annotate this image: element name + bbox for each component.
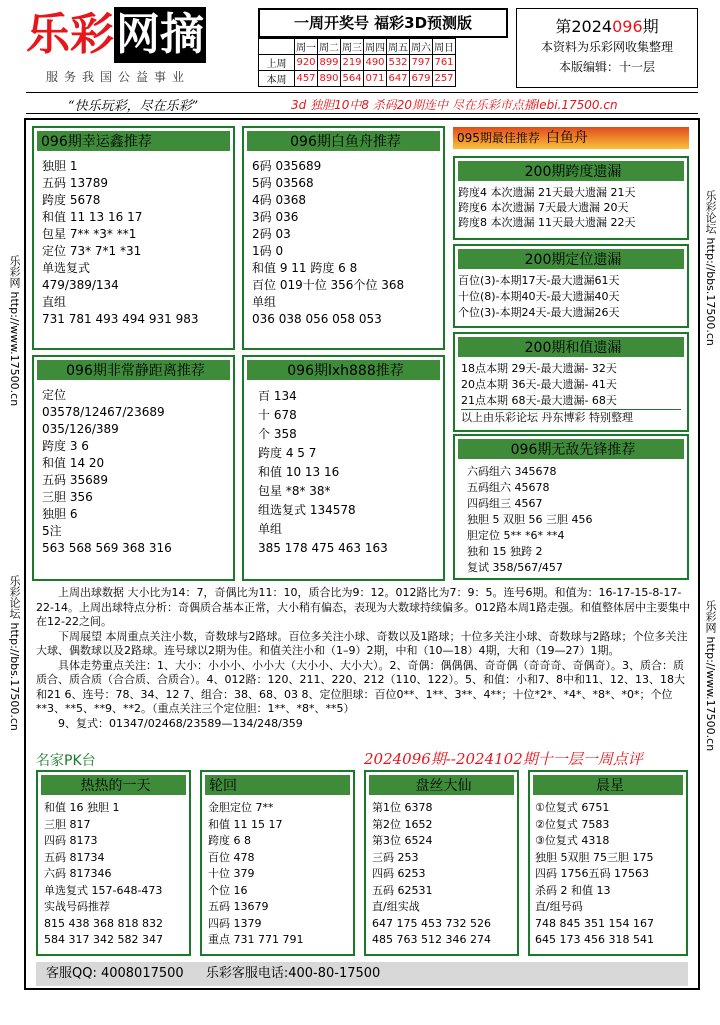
line: 五码 13679 [208, 900, 269, 913]
line: 第1位 6378 [372, 801, 433, 814]
cell: 679 [410, 71, 433, 87]
box-body [455, 360, 687, 427]
line: 815 438 368 818 832 [44, 916, 163, 930]
box-title: 096期非常静距离推荐 [36, 359, 231, 381]
line: 包星 *8* 38* [258, 484, 331, 498]
line: 385 178 475 463 163 [258, 541, 388, 555]
box-body [366, 798, 517, 951]
line: 三胆 817 [44, 817, 91, 831]
box-body [38, 798, 189, 951]
line: 百位 478 [208, 850, 255, 864]
analysis-paragraph: 下周展望 本周重点关注小数，奇数球与2路球。百位多关注小球、奇数以及1路球；十位多关注小球、奇数球与2路球；个位多关注大球、偶数球以及2路球。连号球以2期为佳。和值关注小和（1–9）2期，中和（10—18）4期，大和（19—27）1期。 [36, 629, 688, 657]
line: 748 845 351 154 167 [535, 916, 654, 930]
recommend-box-baiyuzhou [242, 126, 445, 350]
line: 定位 73* 7*1 *31 [42, 244, 142, 258]
promo-link[interactable]: 3d 独胆10中8 杀码20期连中 尽在乐彩市点播lebi.17500.cn [291, 98, 618, 112]
box-body [530, 798, 686, 951]
pk-box-pansidaxian [364, 770, 519, 956]
line: 03578/12467/23689 [42, 405, 165, 419]
line: 563 568 569 368 316 [42, 541, 172, 555]
line: 5注 [42, 524, 62, 538]
line: 定位 [42, 388, 67, 402]
line: 五码组六 45678 [467, 481, 550, 494]
recommend-box-lxh888 [242, 355, 445, 581]
span-miss-box [453, 156, 689, 240]
line: 和值 16 独胆 1 [44, 801, 120, 814]
logo [26, 6, 248, 64]
line: 和值 10 13 16 [258, 465, 340, 479]
recommend-box-feichang [32, 355, 235, 581]
cell: 457 [295, 71, 318, 87]
cell: 071 [364, 71, 387, 87]
line: 独胆 6 [42, 507, 78, 521]
line: 十位(8)-本期40天-最大遗漏40天 [458, 290, 620, 303]
line: 四码 8173 [44, 834, 98, 847]
line: 直/组实战 [372, 900, 420, 913]
best-recommend-banner [453, 127, 689, 151]
line: 独和 15 独跨 2 [467, 545, 543, 558]
box-body [455, 272, 687, 322]
line: 1码 0 [252, 244, 284, 258]
box-title: 轮回 [204, 774, 351, 796]
pk-box-chenxing [528, 770, 688, 956]
line: 四码 1379 [208, 916, 262, 930]
side-text-left-top: 乐彩网 http://www.17500.cn [8, 255, 21, 407]
line: 复试 358/567/457 [467, 561, 563, 574]
day-header: 周日 [433, 39, 456, 55]
line: 五码 81734 [44, 850, 105, 864]
cell: 647 [387, 71, 410, 87]
week-table-corner [259, 39, 295, 55]
line: 和值 9 11 跨度 6 8 [252, 261, 358, 275]
line: 十 678 [258, 408, 297, 422]
line: 584 317 342 582 347 [44, 933, 163, 946]
day-header: 周二 [318, 39, 341, 55]
cell: 899 [318, 55, 341, 71]
box-body [244, 154, 443, 332]
issue-note: 本资料为乐彩网收集整理 [540, 40, 673, 54]
line: ①位复式 6751 [535, 801, 610, 814]
line: 三码 253 [372, 850, 419, 864]
line: 独胆 5双胆 75三胆 175 [535, 850, 654, 864]
line: 单选复式 [42, 261, 91, 275]
customer-phone: 乐彩客服电话:400-80-17500 [205, 966, 381, 981]
line: 实战号码推荐 [44, 900, 110, 913]
sum-miss-box [453, 332, 689, 432]
cell: 490 [364, 55, 387, 71]
line: 五码 13789 [42, 176, 108, 190]
box-title: 096期幸运鑫推荐 [36, 130, 231, 152]
box-title: 热热的一天 [40, 774, 187, 796]
line: 杀码 2 和值 13 [535, 883, 611, 897]
line: ②位复式 7583 [535, 817, 610, 831]
line: 跨度4 本次遗漏 21天最大遗漏 21天 [458, 186, 636, 199]
day-header: 周五 [387, 39, 410, 55]
side-text-left-bottom: 乐彩论坛 http://bbs.17500.cn [8, 575, 21, 731]
cell: 797 [410, 55, 433, 71]
pk-box-rere [36, 770, 191, 956]
line: 金胆定位 7** [208, 801, 274, 814]
line: 第3位 6524 [372, 834, 433, 847]
line: 485 763 512 346 274 [372, 933, 491, 946]
box-body [455, 462, 687, 578]
line: 21点本期 68天-最大遗漏- 68天 [461, 394, 617, 407]
line: 3码 036 [252, 210, 299, 224]
line: 重点 731 771 791 [208, 933, 304, 946]
box-title: 盘丝大仙 [368, 774, 515, 796]
analysis-paragraph: 具体走势重点关注：1、大小：小小小、小小大（大小小、大小大）。2、奇偶：偶偶偶、奇奇偶（奇奇奇、奇偶奇）。3、质合：质质合、质合质（合合质、合质合）。4、012路：120、211、220、212（110、122）。5、和值：小和7、8中和11、12、13、18大和21 6、连号：78、34、12 7、组合：38、68、03 8、定位胆球：百位0**、1**、3**、4**；十位*2*、*4*、*8*、*0*；个位**3、**5、**9、**2。（重点关注三个定位胆：1**、*8*、**5） [36, 658, 685, 715]
line: 个位(3)-本期24天-最大遗漏26天 [458, 306, 620, 319]
line: 四码 6253 [372, 867, 426, 880]
line: 十位 379 [208, 867, 255, 880]
line: 独胆 5 双胆 56 三胆 456 [467, 513, 593, 526]
cell: 564 [341, 71, 364, 87]
cell: 890 [318, 71, 341, 87]
line: 五码 62531 [372, 883, 433, 897]
line: 647 175 453 732 526 [372, 916, 491, 930]
line: 独胆 1 [42, 159, 78, 173]
line: 和值 11 15 17 [208, 817, 283, 831]
line: ③位复式 4318 [535, 834, 610, 847]
best-recommend-title: 095期最佳推荐 白鱼舟 [453, 127, 689, 149]
line: 和值 14 20 [42, 456, 105, 470]
pk-title: 2024096期--2024102期十一层一周点评 [364, 750, 643, 768]
line: 跨度 5678 [42, 193, 101, 207]
line: 胆定位 5** *6* **4 [467, 529, 565, 542]
position-miss-box [453, 244, 689, 328]
line: 直/组号码 [535, 900, 583, 913]
box-body [34, 383, 233, 561]
week-table [258, 38, 456, 87]
issue-box [516, 8, 698, 88]
line: 4码 0368 [252, 193, 306, 207]
side-text-right-bottom: 乐彩网 http://www.17500.cn [704, 600, 717, 752]
box-title: 096期白鱼舟推荐 [246, 130, 441, 152]
pk-box-lunhui [200, 770, 355, 956]
line: 第2位 1652 [372, 817, 433, 831]
customer-qq: 客服QQ: 4008017500 [46, 966, 184, 981]
line: 2码 03 [252, 227, 291, 241]
quote: “快乐玩彩，尽在乐彩” [68, 99, 199, 114]
line: 百 134 [258, 389, 297, 403]
line: 四码 1756五码 17563 [535, 867, 649, 880]
box-body [455, 184, 687, 231]
line: 跨度8 本次遗漏 11天最大遗漏 22天 [458, 216, 636, 229]
line: 单组 [258, 522, 283, 536]
box-body [244, 383, 443, 562]
box-title: 200期跨度遗漏 [457, 160, 685, 182]
row-label: 本周 [259, 71, 295, 87]
box-title: 096期无敌先锋推荐 [457, 438, 685, 460]
line: 三胆 356 [42, 490, 93, 504]
box-title: 096期lxh888推荐 [246, 359, 441, 381]
cell: 257 [433, 71, 456, 87]
line: 组选复式 134578 [258, 503, 356, 517]
line: 036 038 056 058 053 [252, 312, 382, 326]
box-body [202, 798, 353, 951]
pk-label: 名家PK台 [36, 753, 96, 769]
analysis-paragraph: 9、复式：01347/02468/23589—134/248/359 [58, 716, 303, 730]
line: 跨度 3 6 [42, 439, 89, 453]
line: 五码 35689 [42, 473, 108, 487]
wudi-recommend-box [453, 434, 689, 580]
analysis-paragraph: 上周出球数据 大小比为14：7，奇偶比为11：10，质合比为9：12。012路比为7：9：5。连号6期。和值为：16-17-15-8-17-22-14。上周出球特点分析：奇偶质合基本正常，大小稍有偏态，表现为大数球持续偏多。012路本周1路走强。和值整体居中主要集中在12-22之间。 [36, 586, 690, 628]
box-title: 晨星 [532, 774, 684, 796]
line: 6码 035689 [252, 159, 322, 173]
line: 和值 11 13 16 17 [42, 210, 143, 224]
box-title: 200期和值遗漏 [457, 336, 685, 358]
line: 跨度 4 5 7 [258, 446, 317, 460]
line: 六码 817346 [44, 867, 112, 880]
line: 直组 [42, 295, 67, 309]
cell: 219 [341, 55, 364, 71]
day-header: 周一 [295, 39, 318, 55]
week-title: 一周开奖号 福彩3D预测版 [258, 8, 508, 38]
footer [36, 962, 688, 986]
issue-number: 第2024096期 [555, 17, 659, 36]
line: 六码组六 345678 [467, 465, 557, 478]
day-header: 周六 [410, 39, 433, 55]
logo-text-black: 网摘 [114, 7, 206, 63]
line: 731 781 493 494 931 983 [42, 312, 199, 326]
line: 四码组三 4567 [467, 497, 543, 510]
logo-text-red: 乐彩 [26, 9, 114, 60]
note: 以上由乐彩论坛 丹东博彩 特别整理 [461, 409, 681, 426]
line: 跨度6 本次遗漏 7天最大遗漏 20天 [458, 201, 629, 214]
line: 跨度 6 8 [208, 834, 251, 847]
line: 5码 03568 [252, 176, 314, 190]
box-body [34, 154, 233, 332]
line: 包星 7** *3* **1 [42, 227, 137, 241]
day-header: 周四 [364, 39, 387, 55]
row-label: 上周 [259, 55, 295, 71]
line: 479/389/134 [42, 278, 119, 292]
slogan: 服务我国公益事业 [46, 70, 191, 84]
editor: 本版编辑：十一层 [558, 60, 655, 74]
line: 035/126/389 [42, 422, 119, 436]
cell: 761 [433, 55, 456, 71]
line: 20点本期 36天-最大遗漏- 41天 [461, 378, 617, 391]
line: 百位 019十位 356个位 368 [252, 278, 405, 292]
recommend-box-xingyunxin [32, 126, 235, 350]
line: 645 173 456 318 541 [535, 933, 654, 946]
analysis-text [36, 586, 690, 731]
promo-bar [26, 92, 698, 114]
side-text-right-top: 乐彩论坛 http://bbs.17500.cn [704, 190, 717, 346]
cell: 920 [295, 55, 318, 71]
line: 单组 [252, 295, 277, 309]
box-title: 200期定位遗漏 [457, 248, 685, 270]
day-header: 周三 [341, 39, 364, 55]
line: 百位(3)-本期17天-最大遗漏61天 [458, 274, 620, 287]
line: 个位 16 [208, 883, 248, 897]
line: 18点本期 29天-最大遗漏- 32天 [461, 362, 617, 375]
line: 个 358 [258, 427, 297, 441]
line: 单选复式 157-648-473 [44, 883, 163, 897]
cell: 532 [387, 55, 410, 71]
